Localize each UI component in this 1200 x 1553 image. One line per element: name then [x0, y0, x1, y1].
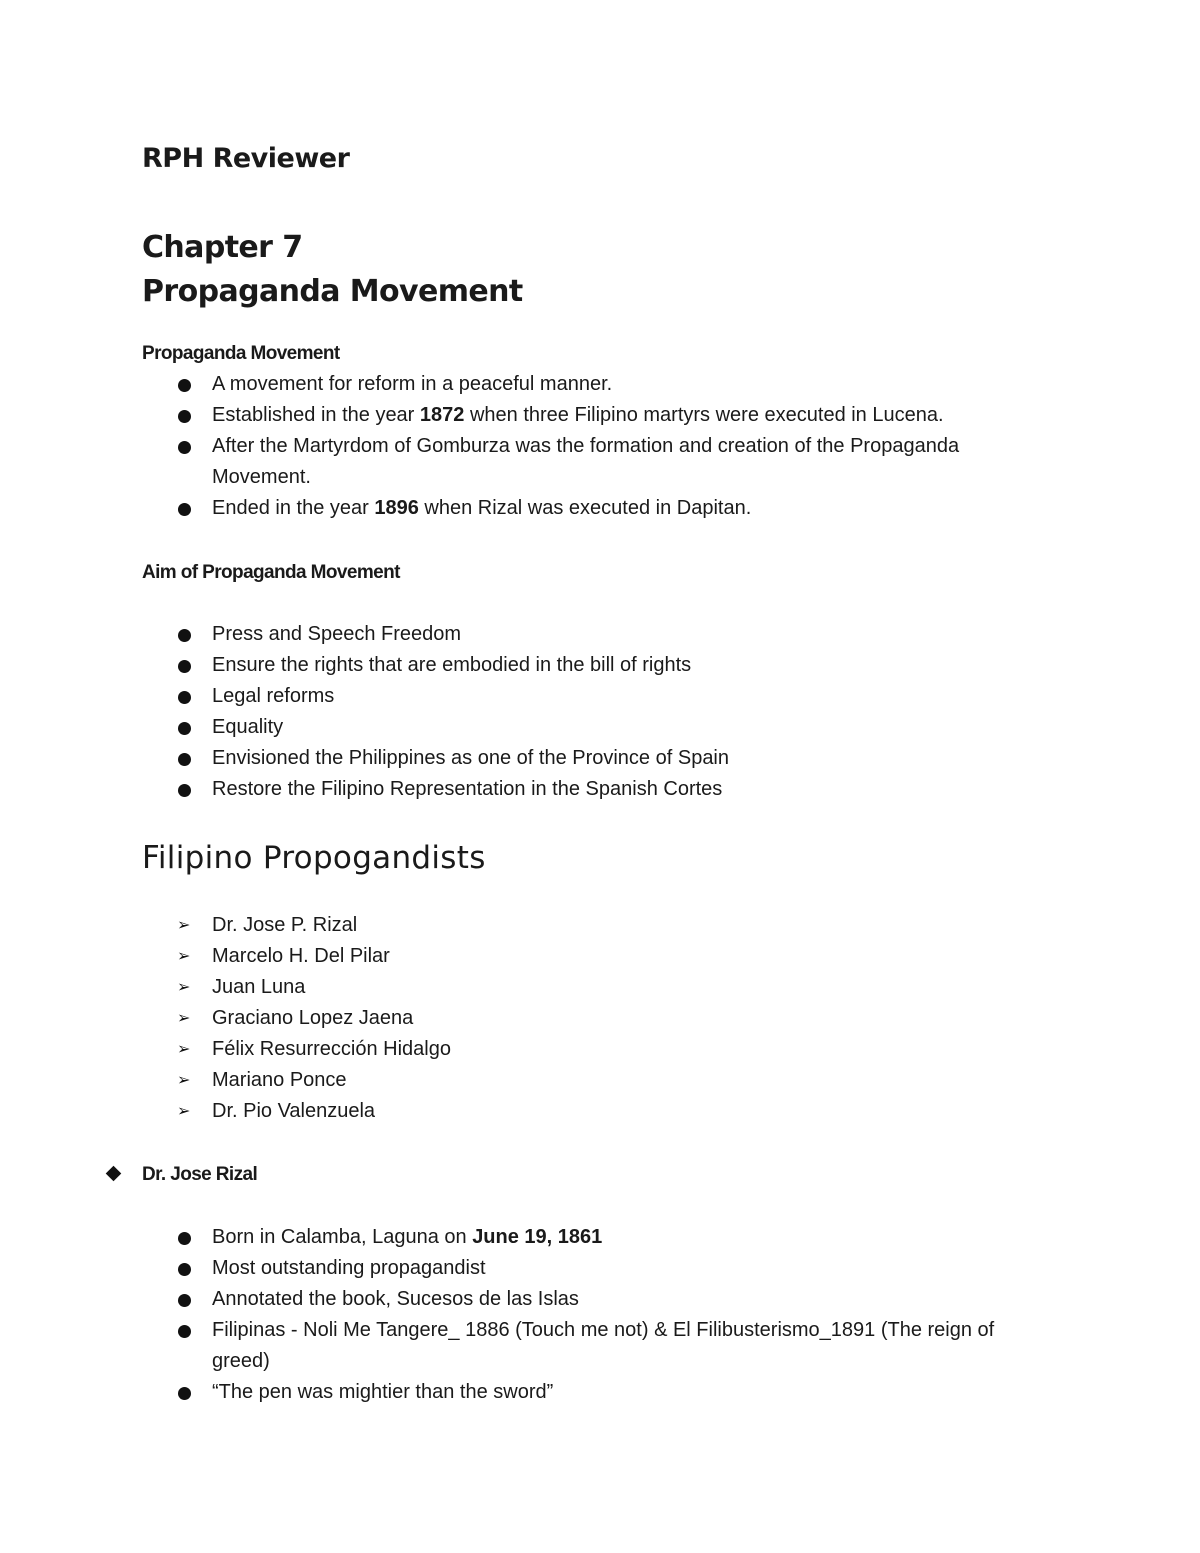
bullet-icon — [178, 441, 191, 454]
list-item: Juan Luna — [212, 976, 306, 998]
list-item: Born in Calamba, Laguna on June 19, 1861 — [212, 1226, 603, 1248]
list-item: Dr. Jose P. Rizal — [212, 914, 358, 936]
list-item: “The pen was mightier than the sword” — [212, 1381, 554, 1403]
bullet-icon — [178, 379, 191, 392]
bullet-icon — [178, 753, 191, 766]
list-item: Graciano Lopez Jaena — [212, 1007, 414, 1029]
bullet-icon — [178, 784, 191, 797]
chapter-label: Chapter 7 — [142, 230, 303, 265]
section-heading-aim: Aim of Propaganda Movement — [142, 562, 400, 583]
propagandists-heading: Filipino Propogandists — [142, 840, 486, 876]
bullet-icon — [178, 1294, 191, 1307]
bullet-icon — [178, 1232, 191, 1245]
list-item: Filipinas - Noli Me Tangere_ 1886 (Touch me not) & El Filibusterismo_1891 (The reign of greed) — [212, 1319, 995, 1372]
bullet-icon — [178, 503, 191, 516]
chapter-heading — [142, 226, 523, 314]
birth-date: June 19, 1861 — [472, 1226, 603, 1248]
chapter-name: Propaganda Movement — [142, 274, 523, 309]
year-1872: 1872 — [419, 404, 465, 426]
bullet-icon — [178, 660, 191, 673]
rizal-heading: Dr. Jose Rizal — [142, 1164, 258, 1185]
arrow-bullet-icon: ➢ — [177, 948, 191, 965]
list-item: Ensure the rights that are embodied in the bill of rights — [212, 654, 692, 676]
bullet-icon — [178, 1387, 191, 1400]
list-item: After the Martyrdom of Gomburza was the formation and creation of the Propaganda Movement. — [212, 435, 960, 488]
arrow-bullet-icon: ➢ — [177, 1103, 191, 1120]
list-item: Legal reforms — [212, 685, 335, 707]
arrow-bullet-icon: ➢ — [177, 917, 191, 934]
list-item: Envisioned the Philippines as one of the Province of Spain — [212, 747, 730, 769]
list-item: Equality — [212, 716, 284, 738]
bullet-icon — [178, 1263, 191, 1276]
arrow-bullet-icon: ➢ — [177, 1010, 191, 1027]
list-item: Mariano Ponce — [212, 1069, 347, 1091]
list-item: Restore the Filipino Representation in the Spanish Cortes — [212, 778, 723, 800]
bullet-icon — [178, 1325, 191, 1338]
list-item: Marcelo H. Del Pilar — [212, 945, 390, 967]
list-item: Press and Speech Freedom — [212, 623, 462, 645]
list-item: Most outstanding propagandist — [212, 1257, 486, 1279]
list-item: Annotated the book, Sucesos de las Islas — [212, 1288, 579, 1310]
list-item: Established in the year 1872 when three Filipino martyrs were executed in Lucena. — [212, 404, 944, 426]
section-heading-propaganda-movement: Propaganda Movement — [142, 343, 340, 364]
arrow-bullet-icon: ➢ — [177, 1072, 191, 1089]
arrow-bullet-icon: ➢ — [177, 979, 191, 996]
document-title: RPH Reviewer — [142, 143, 350, 174]
bullet-icon — [178, 691, 191, 704]
arrow-bullet-icon: ➢ — [177, 1041, 191, 1058]
bullet-icon — [178, 629, 191, 642]
list-item: Ended in the year 1896 when Rizal was executed in Dapitan. — [212, 497, 752, 519]
bullet-icon — [178, 410, 191, 423]
year-1896: 1896 — [374, 497, 419, 519]
diamond-bullet-icon — [106, 1166, 122, 1182]
list-item: A movement for reform in a peaceful manner. — [212, 373, 613, 395]
list-item: Dr. Pio Valenzuela — [212, 1100, 376, 1122]
bullet-icon — [178, 722, 191, 735]
list-item: Félix Resurrección Hidalgo — [212, 1038, 451, 1060]
